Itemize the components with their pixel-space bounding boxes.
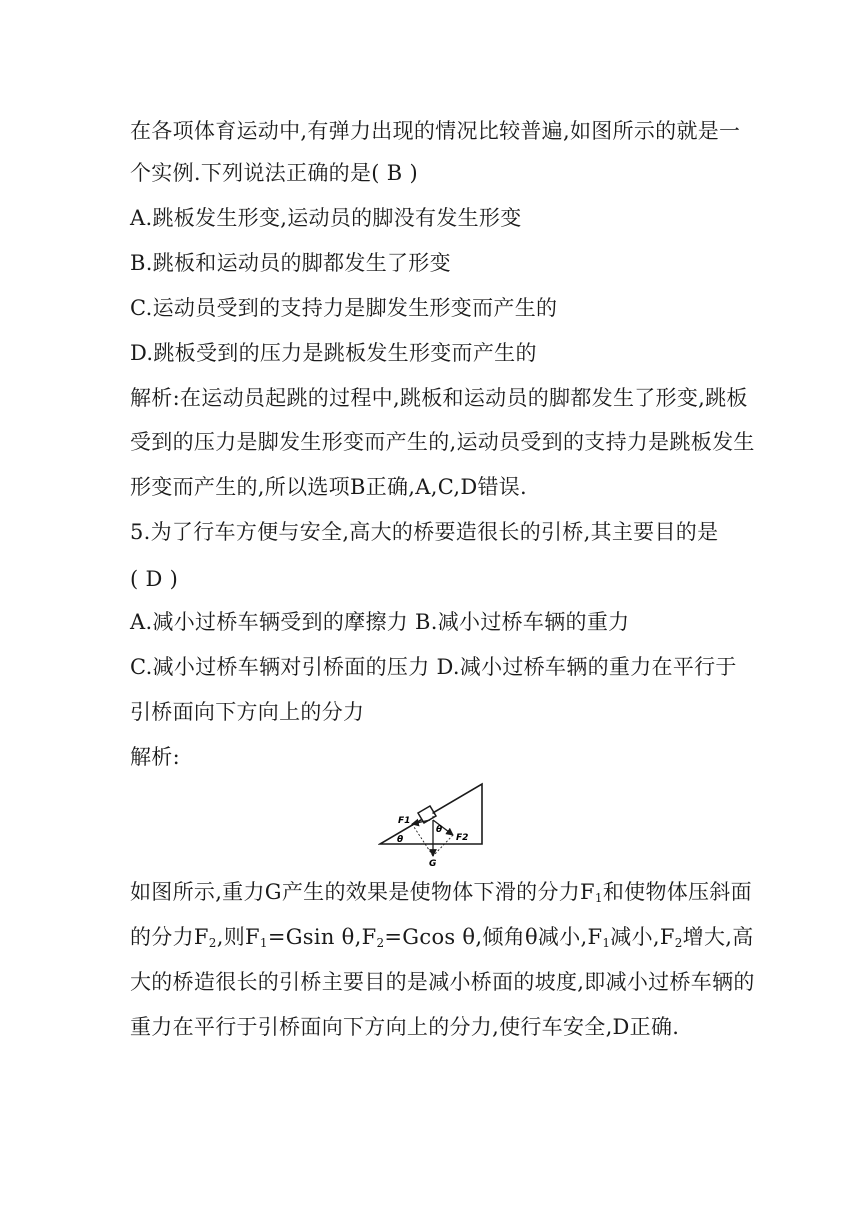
q5-explain-line3: 大的桥造很长的引桥主要目的是减小桥面的坡度,即减小过桥车辆的 (130, 970, 755, 994)
explain-line2-sub5: 2 (674, 936, 683, 950)
explain-line2-text-b: ,则F (216, 925, 260, 949)
explain-line1-text-b: 和使物体压斜面 (602, 880, 752, 904)
q4-option-d: D.跳板受到的压力是跳板发生形变而产生的 (130, 341, 537, 365)
label-g: G (429, 859, 437, 869)
q4-stem-line1: 在各项体育运动中,有弹力出现的情况比较普遍,如图所示的就是一 (130, 119, 741, 143)
explain-line2-text-f: 增大,高 (682, 925, 754, 949)
q5-stem-line2: ( D ) (130, 567, 179, 591)
q4-analysis-line3: 形变而产生的,所以选项B正确,A,C,D错误. (130, 475, 528, 499)
label-theta-angle: θ (397, 835, 404, 845)
q5-option-d-cont: 引桥面向下方向上的分力 (130, 700, 365, 724)
incline-force-svg (378, 780, 486, 870)
q4-option-a: A.跳板发生形变,运动员的脚没有发生形变 (130, 206, 522, 230)
q5-stem-line1: 5.为了行车方便与安全,高大的桥要造很长的引桥,其主要目的是 (130, 520, 719, 544)
q5-analysis-label: 解析: (130, 745, 180, 769)
q4-analysis-line1: 解析:在运动员起跳的过程中,跳板和运动员的脚都发生了形变,跳板 (130, 386, 748, 410)
q5-explain-line4: 重力在平行于引桥面向下方向上的分力,使行车安全,D正确. (130, 1015, 680, 1039)
explain-line2-text-c: =Gsin θ,F (267, 925, 377, 949)
explain-line2-sub4: 1 (602, 936, 611, 950)
explain-line2-sub2: 1 (259, 936, 268, 950)
incline-force-diagram (378, 780, 486, 870)
dashed-side-2 (433, 835, 453, 856)
q4-analysis-line2: 受到的压力是脚发生形变而产生的,运动员受到的支持力是跳板发生 (130, 430, 755, 454)
explain-line1-text-a: 如图所示,重力G产生的效果是使物体下滑的分力F (130, 880, 595, 904)
q5-options-ab: A.减小过桥车辆受到的摩擦力 B.减小过桥车辆的重力 (130, 610, 630, 634)
q5-explain-line1 (130, 878, 752, 906)
explain-line2-text-a: 的分力F (130, 925, 209, 949)
explain-line1-sub: 1 (594, 891, 603, 905)
dashed-side-1 (412, 824, 433, 856)
explain-line2-sub1: 2 (208, 936, 217, 950)
explain-line2-sub3: 2 (376, 936, 385, 950)
label-f1: F1 (398, 816, 411, 826)
q5-explain-line2 (130, 923, 754, 951)
q4-stem-line2: 个实例.下列说法正确的是( B ) (130, 161, 418, 185)
q4-option-c: C.运动员受到的支持力是脚发生形变而产生的 (130, 296, 558, 320)
explain-line2-text-d: =Gcos θ,倾角θ减小,F (384, 925, 603, 949)
q5-options-cd: C.减小过桥车辆对引桥面的压力 D.减小过桥车辆的重力在平行于 (130, 655, 737, 679)
q4-option-b: B.跳板和运动员的脚都发生了形变 (130, 251, 451, 275)
explain-line2-text-e: 减小,F (610, 925, 675, 949)
label-theta-inner: θ (436, 825, 443, 835)
label-f2: F2 (456, 833, 469, 843)
